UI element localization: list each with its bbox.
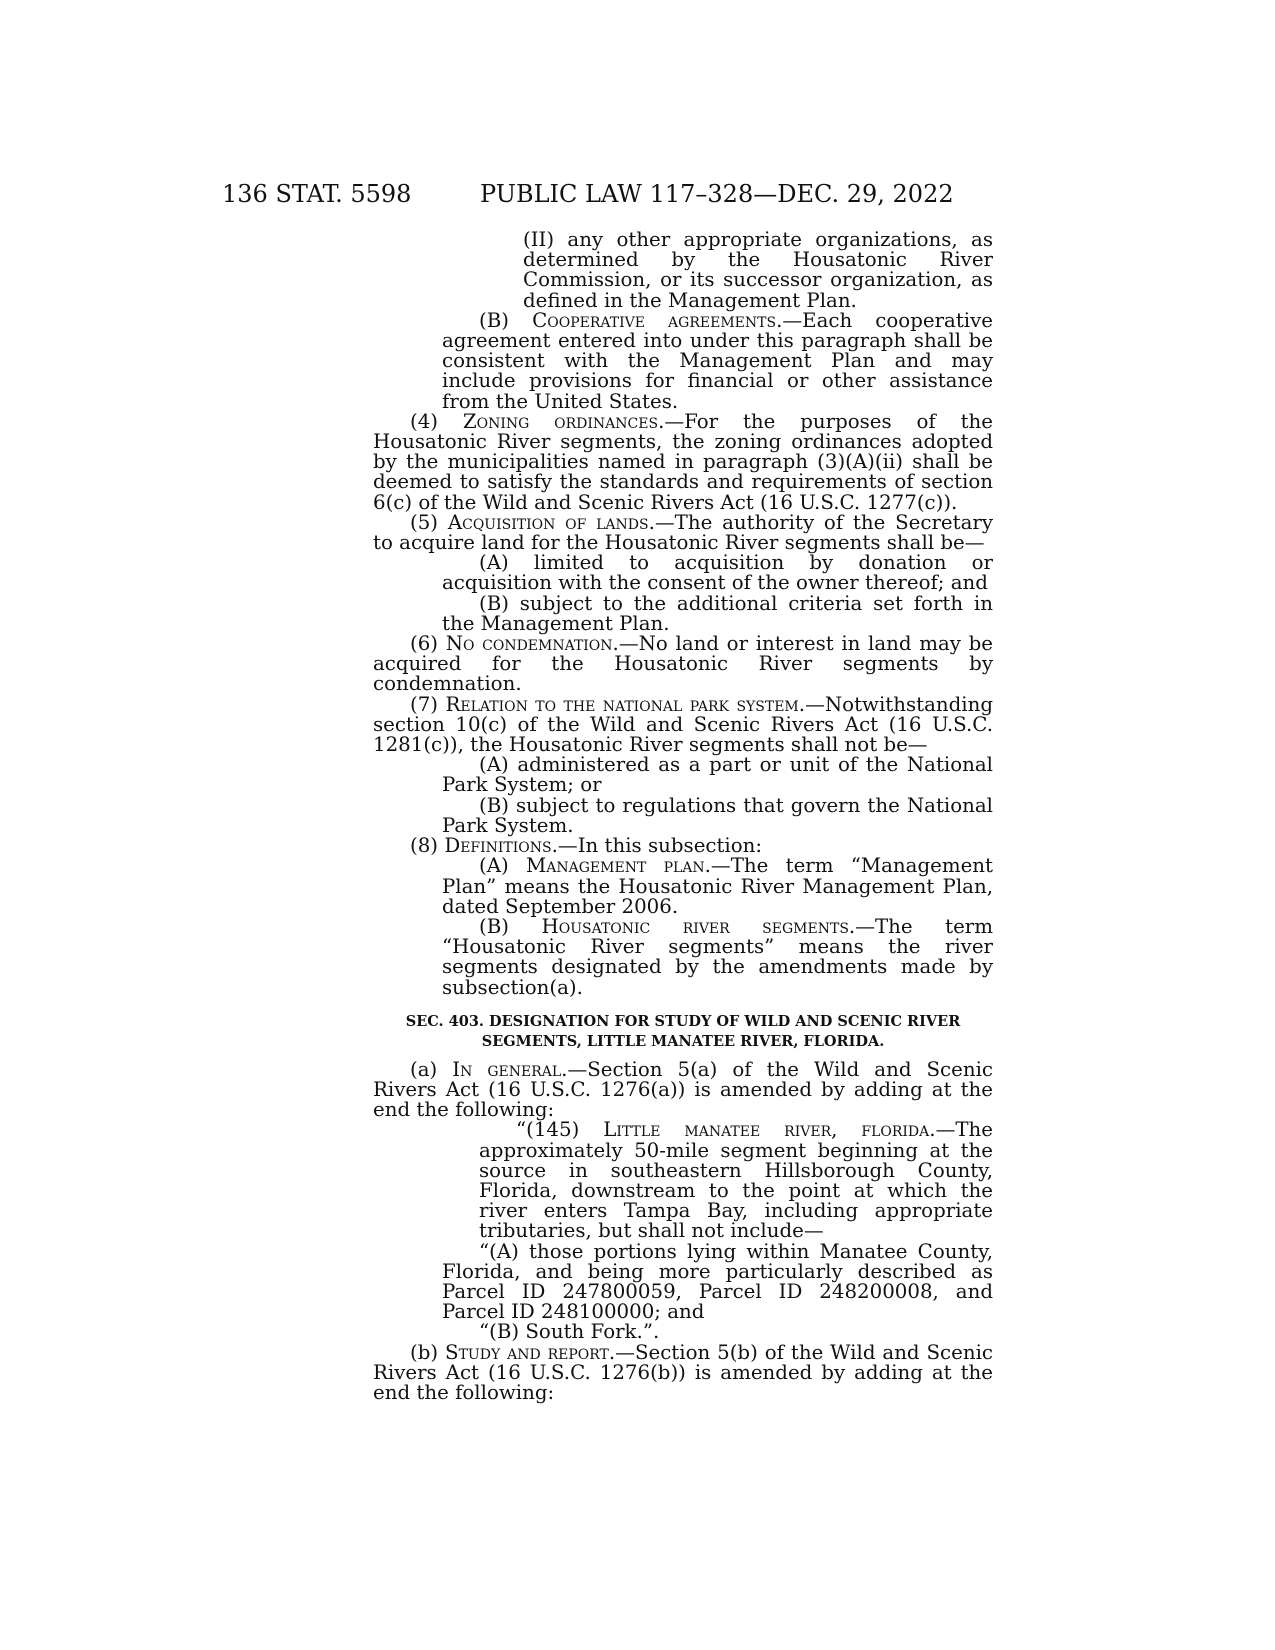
paragraph-4-zoning <box>373 409 993 514</box>
subsection-a-general <box>373 1057 993 1122</box>
subparagraph-b-cooperative <box>373 308 993 413</box>
heading: In general <box>452 1057 562 1081</box>
num: (B) <box>479 914 509 938</box>
num: (6) <box>410 632 439 656</box>
subparagraph-b-criteria: (B) subject to the additional criteria set forth in the Management Plan. <box>442 591 993 635</box>
text: .—Each cooperative agreement entered into under this paragraph shall be consistent with the Management Plan and may include provisions for financial or other assistance from the United States. <box>442 308 993 413</box>
num: (A) <box>479 854 509 878</box>
quoted-subparagraph-b: “(B) South Fork.”. <box>479 1320 660 1344</box>
text: .—Section 5(b) of the Wild and Scenic Rivers Act (16 U.S.C. 1276(b)) is amended by adding at the end the following: <box>373 1340 993 1404</box>
text: .—Section 5(a) of the Wild and Scenic Rivers Act (16 U.S.C. 1276(a)) is amended by adding at the end the following: <box>373 1057 993 1122</box>
stat-citation: 136 STAT. 5598 <box>222 180 412 208</box>
text: .—The approximately 50-mile segment beginning at the source in southeastern Hillsborough County, Florida, downstream to the point at which the river enters Tampa Bay, including appropriate tributaries, but shall not include— <box>479 1118 993 1243</box>
running-header: PUBLIC LAW 117–328—DEC. 29, 2022 <box>480 180 954 208</box>
num: (5) <box>410 510 439 534</box>
num: (b) <box>410 1340 439 1364</box>
quoted-subparagraph-a: “(A) those portions lying within Manatee County, Florida, and being more particularly described as Parcel ID 247800059, Parcel ID 248200008, and Parcel ID 248100000; and <box>442 1239 993 1324</box>
paragraph-6-condemnation <box>373 634 993 695</box>
text: .—For the purposes of the Housatonic River segments, the zoning ordinances adopted by the municipalities named in paragraph (3)(A)(ii) shall be deemed to satisfy the standards and requirements of section 6(c) of the Wild and Scenic Rivers Act (16 U.S.C. 1277(c)). <box>373 409 993 514</box>
heading: Acquisition of lands <box>447 510 649 534</box>
num: (a) <box>410 1057 438 1081</box>
clause-ii: (II) any other appropriate organizations, as determined by the Housatonic River Commission, or its successor organization, as defined in the Management Plan. <box>523 228 993 312</box>
num: “(145) <box>516 1118 580 1142</box>
definition-management-plan <box>373 856 993 917</box>
paragraph-7-park-system <box>373 692 993 757</box>
heading: Management plan <box>526 854 705 878</box>
text: .—In this subsection: <box>551 834 763 858</box>
subparagraph-a-administered: (A) administered as a part or unit of the National Park System; or <box>442 753 993 797</box>
paragraph-5-acquisition <box>373 510 993 555</box>
heading: Cooperative agreements <box>532 308 777 332</box>
subparagraph-a-limited: (A) limited to acquisition by donation or acquisition with the consent of the owner thereof; and <box>442 551 993 595</box>
heading: Housatonic river segments <box>541 914 849 938</box>
heading: Relation to the national park system <box>445 692 799 716</box>
num: (B) <box>479 308 509 332</box>
text: .—The authority of the Secretary to acquire land for the Housatonic River segments shall be— <box>373 510 993 555</box>
text: .—No land or interest in land may be acquired for the Housatonic River segments by condemnation. <box>373 632 993 696</box>
section-heading: SEC. 403. DESIGNATION FOR STUDY OF WILD AND SCENIC RIVER SEGMENTS, LITTLE MANATEE RIVER, FLORIDA. <box>405 1012 961 1050</box>
subparagraph-b-regulations: (B) subject to regulations that govern the National Park System. <box>442 793 993 837</box>
paragraph-8-definitions <box>373 836 993 856</box>
definition-river-segments <box>373 914 993 999</box>
text: .—Notwithstanding section 10(c) of the Wild and Scenic Rivers Act (16 U.S.C. 1281(c)), the Housatonic River segments shall not be— <box>373 692 993 757</box>
heading: No condemnation <box>445 632 613 656</box>
text: .—The term “Housatonic River segments” means the river segments designated by the amendments made by subsection(a). <box>442 914 993 999</box>
num: (7) <box>410 692 439 716</box>
heading: Study and report <box>445 1340 609 1364</box>
heading: Definitions <box>444 834 552 858</box>
subsection-b-study <box>373 1340 993 1404</box>
num: (8) <box>410 834 439 858</box>
heading: Little manatee river, florida <box>603 1118 930 1142</box>
quoted-paragraph-145 <box>373 1120 993 1241</box>
text: .—The term “Management Plan” means the Housatonic River Management Plan, dated September 2006. <box>442 854 993 918</box>
heading: Zoning ordinances <box>462 409 659 433</box>
num: (4) <box>410 409 439 433</box>
document-body <box>373 230 993 1403</box>
